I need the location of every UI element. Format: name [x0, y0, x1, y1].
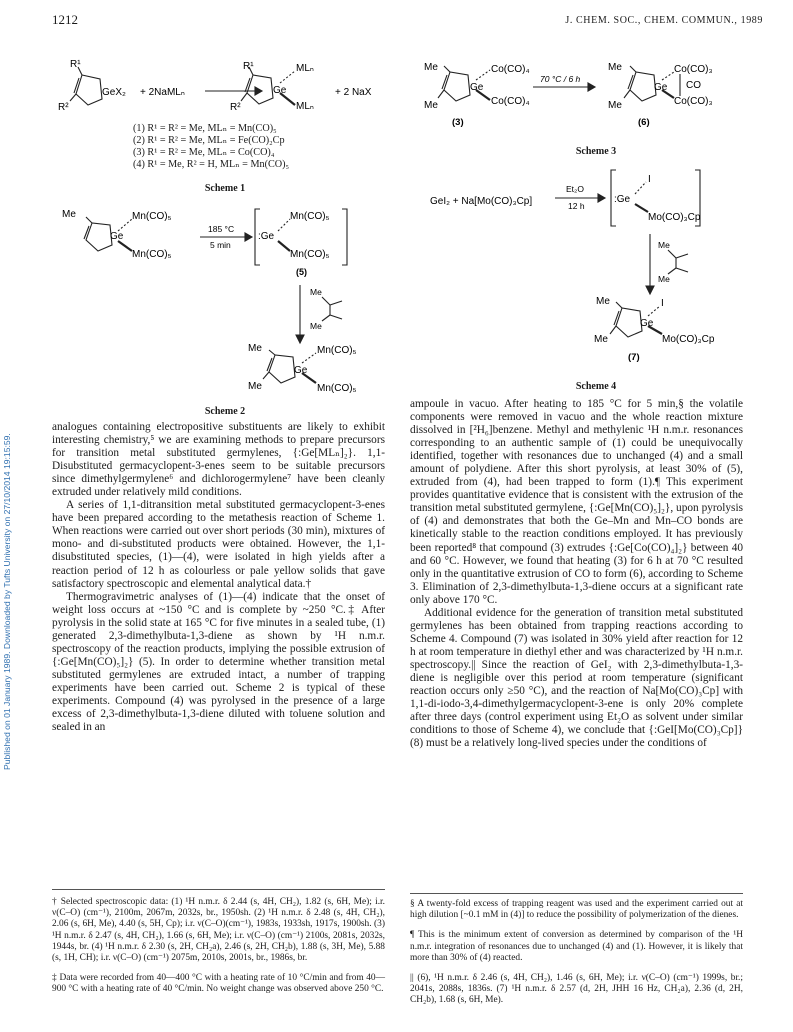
- footnote-double-dagger: ‡ Data were recorded from 40—400 °C with a heating rate of 10 °C/min and from 40—900 °C with a heating rate of 40 °C/min. No weight change was observed above 250 °C.: [52, 973, 385, 995]
- scheme2-intermediate-ge: :Ge: [258, 231, 275, 242]
- scheme3-diagram: [418, 60, 763, 135]
- page-number: 1212: [52, 12, 78, 27]
- scheme2-product-ring: [263, 350, 316, 383]
- scheme4-product-label: (7): [628, 352, 640, 363]
- scheme2-intermediate-mn-bottom: Mn(CO)₅: [290, 249, 330, 260]
- scheme2-caption: Scheme 2: [204, 406, 246, 417]
- scheme2-down-arrow: [296, 285, 304, 343]
- scheme1-product-ml-bottom: MLₙ: [296, 101, 314, 112]
- right-footnote-divider: [410, 893, 743, 894]
- footnote-parallel: || (6), ¹H n.m.r. δ 2.46 (s, 4H, CH₂), 1.46 (s, 6H, Me); i.r. ν(C–O) (cm⁻¹) 1999s, br.; 2041s, 2088s, 1836s. (7) ¹H n.m.r. δ 2.57 (d, 2H, JHH 16 Hz, CH₂a), 2.36 (d, 2H, CH₂b), 1.68 (s, 6H, Me).: [410, 973, 743, 1006]
- scheme4-product-ring: [610, 302, 662, 337]
- scheme1-compound-1: (1) R¹ = R² = Me, MLₙ = Mn(CO)₅: [133, 123, 277, 134]
- scheme2-mn-bottom: Mn(CO)₅: [132, 249, 172, 260]
- scheme1-compound-4: (4) R¹ = Me, R² = H, MLₙ = Mn(CO)₅: [133, 159, 290, 170]
- footnote-section: § A twenty-fold excess of trapping reagent was used and the experiment carried out at high dilution [~0.1 mM in (4)] to reduce the possibility of polymerization of the dienes.: [410, 899, 743, 921]
- scheme3-product-co-mid: CO: [686, 80, 701, 91]
- scheme3-product-label: (6): [638, 117, 650, 128]
- scheme3-ge: Ge: [470, 82, 484, 93]
- scheme1-byproduct: + 2 NaX: [335, 87, 372, 98]
- scheme1-product-ring: [241, 67, 295, 105]
- left-column-text: [52, 421, 385, 734]
- footnote-pilcrow: ¶ This is the minimum extent of conversion as determined by comparison of the ¹H n.m.r. integration of resonances due to unchanged (4) and (1). However, it is likely that more than 30% of (4) reacted.: [410, 930, 743, 963]
- scheme4-reagent: GeI₂ + Na[Mo(CO)₃Cp]: [430, 196, 533, 207]
- left-paragraph-1: analogues containing electropositive substituents are likely to exhibit interesting chemistry,⁵ we are examining methods to prepare precursors for transition metal substituted germylenes, {:Ge[MLₙ]₂}. 1,1-Disubstituted germacyclopent-3-enes seem to be suitable precursors since dimethylgermylene⁶ and dichlorogermylene⁷ have been cleanly extruded under relatively mild conditions.: [52, 421, 385, 499]
- scheme2-diene-me-top: Me: [310, 287, 322, 297]
- left-paragraph-2: A series of 1,1-ditransition metal substituted germacyclopent-3-enes have been prepared according to the metathesis reaction of Scheme 1. When reactions were carried out over short periods (30 min), mixtures of mono- and di-substituted products were obtained. However, the 1,1-disubstituted species, (1)—(4), were isolated in high yields after a reaction period of 12 h as colourless or pale yellow solids that gave satisfactory spectroscopic and elemental analytical data.†: [52, 499, 385, 590]
- scheme4-product-i: I: [661, 298, 664, 309]
- scheme2-condition-bottom: 5 min: [210, 240, 231, 250]
- scheme2-me: Me: [62, 209, 76, 220]
- right-footnotes: [410, 899, 743, 1016]
- left-paragraph-3: Thermogravimetric analyses of (1)—(4) indicate that the onset of weight loss occurs at ~150 °C and is complete by ~250 °C.‡ After pyrolysis in the solid state at 165 °C for five minutes in a sealed tube, (1) generated 2,3-dimethylbuta-1,3-diene as shown by ¹H n.m.r. spectroscopy of the reaction products, implying the possible extrusion of {:Ge[Mn(CO)₅]₂} (5). In order to determine whether transition metal substituted germylenes are extruded intact, a number of trapping experiments have been carried out. Scheme 2 is typical of these experiments. Compound (4) was pyrolysed in the presence of a large excess of 2,3-dimethylbuta-1,3-diene diluted with toluene solution and sealed in an: [52, 590, 385, 734]
- scheme4-product-me-bottom: Me: [594, 334, 608, 345]
- scheme1-product-r2: R²: [230, 102, 241, 113]
- download-watermark-text: Published on 01 January 1989. Downloaded by Tufts University on 27/10/2014 19:15:59.: [2, 433, 12, 770]
- right-paragraph-2: Additional evidence for the generation of transition metal substituted germylenes has been obtained from trapping reactions according to Scheme 4. Compound (7) was isolated in 30% yield after reaction for 12 h at room temperature in diethyl ether and was characterized by ¹H n.m.r. spectroscopy.|| Since the reaction of GeI₂ with 2,3-dimethylbuta-1,3-diene is negligible over this period at room temperature (significant reaction occurs only ≥50 °C), and the reaction of Na[Mo(CO)₃Cp] with 1,1-di-iodo-3,4-dimethylgermacyclopent-3-ene is only 20% complete after three days (control experiment using Et₂O as solvent under similar conditions to those of Scheme 4), we conclude that {:GeI[Mo(CO)₃Cp]} (8) must be a relatively long-lived species under the conditions of: [410, 606, 743, 750]
- journal-header: J. CHEM. SOC., CHEM. COMMUN., 1989: [565, 15, 763, 26]
- scheme1-product-ml-top: MLₙ: [296, 63, 314, 74]
- download-watermark: [2, 170, 16, 770]
- scheme2-intermediate-mn-top: Mn(CO)₅: [290, 211, 330, 222]
- scheme1-compound-3: (3) R¹ = R² = Me, MLₙ = Co(CO)₄: [133, 147, 275, 158]
- scheme3-product-me-bottom: Me: [608, 100, 622, 111]
- scheme1-compound-list: [133, 123, 289, 171]
- scheme2-product-mn-top: Mn(CO)₅: [317, 345, 357, 356]
- scheme3-product-me-top: Me: [608, 62, 622, 73]
- scheme1-compound-2: (2) R¹ = R² = Me, MLₙ = Fe(CO)₂Cp: [133, 135, 285, 146]
- left-footnotes: [52, 897, 385, 1005]
- scheme3-condition: 70 °C / 6 h: [540, 74, 581, 84]
- scheme4-caption: Scheme 4: [575, 381, 617, 392]
- scheme1-caption: Scheme 1: [204, 183, 246, 194]
- scheme2-mn-top: Mn(CO)₅: [132, 211, 172, 222]
- scheme2-reactant-ring: [84, 217, 132, 251]
- scheme2-diene-me-bottom: Me: [310, 321, 322, 331]
- scheme4-diagram: [420, 168, 765, 373]
- scheme2-product-me-top: Me: [248, 343, 262, 354]
- scheme2-product-mn-bottom: Mn(CO)₅: [317, 383, 357, 394]
- scheme2-intermediate-label: (5): [296, 267, 307, 277]
- scheme3-reactant-label: (3): [452, 117, 464, 128]
- scheme2-ge: Ge: [110, 231, 124, 242]
- scheme1-arrow: [205, 87, 262, 95]
- scheme1-r2: R²: [58, 102, 69, 113]
- scheme2-product-me-bottom: Me: [248, 381, 262, 392]
- scheme3-product-co-bottom: Co(CO)₃: [674, 96, 713, 107]
- left-footnote-divider: [52, 889, 385, 890]
- right-column-text: [410, 398, 743, 750]
- scheme1-reagent: + 2NaMLₙ: [140, 87, 185, 98]
- scheme1-diagram: [50, 55, 395, 125]
- right-paragraph-1: ampoule in vacuo. After heating to 185 °C for 5 min,§ the volatile components were removed in vacuo and the whole reaction mixture dissolved in [²H₆]benzene. Methyl and methylenic ¹H n.m.r. resonances corresponding to an authentic sample of (1) could be unequivocally identified, together with resonances due to unchanged (4) and a small amount of polydiene. After this short pyrolysis, at least 30% of (5), extruded from (4), had been trapped to form (1).¶ This experiment provides quantitative evidence that is consistent with the extrusion of the transition metal substituted germylene, {:Ge[Mn(CO)₅]₂}, upon pyrolysis of (4) and demonstrates that both the Ge–Mn and Mn–CO bonds are kinetically stable to the reaction conditions employed. It has previously been reported⁸ that compound (3) extrudes {:Ge[Co(CO)₄]₂} between 40 and 60 °C. However, we found that heating (3) for 6 h at 70 °C resulted only in the quantitative extrusion of CO to form (6), according to Scheme 3. Elimination of 2,3-dimethylbuta-1,3-diene occurs at a significant rate only above 170 °C.: [410, 398, 743, 606]
- scheme3-product-ring: [624, 66, 680, 101]
- scheme4-diene: [668, 250, 688, 274]
- scheme1-product-r1: R¹: [243, 61, 254, 72]
- scheme2-diene: [322, 297, 342, 321]
- scheme4-intermediate-mo: Mo(CO)₃Cp: [648, 212, 701, 223]
- scheme3-caption: Scheme 3: [575, 146, 617, 157]
- footnote-dagger: † Selected spectroscopic data: (1) ¹H n.m.r. δ 2.44 (s, 4H, CH₂), 1.82 (s, 6H, Me); i.r. ν(C–O) (cm⁻¹), 2100m, 2067m, 2032s, br., 1950sh. (2) ¹H n.m.r. δ 2.48 (s, 4H, CH₂), 2.06 (s, 6H, Me), 4.40 (s, 5H, Cp); i.r. ν(C–O)(cm⁻¹), 1983s, 1933sh, 1917s, 1900sh. (3) ¹H n.m.r. δ 2.47 (s, 4H, CH₂), 1.66 (s, 6H, Me); i.r. ν(C–O) (cm⁻¹) 2100s, 2081s, 2032s, 1944s, br. (4) ¹H n.m.r. δ 2.30 (s, 2H, CH₂a), 2.46 (s, 2H, CH₂b), 1.88 (s, 3H, Me), 5.88 (s, 1H, CH); i.r. ν(C–O) (cm⁻¹) 2075m, 2010s, 2001s, br., 1986s, br.: [52, 897, 385, 964]
- scheme4-product-mo: Mo(CO)₃Cp: [662, 334, 715, 345]
- scheme4-diene-me-bottom: Me: [658, 274, 670, 284]
- scheme4-diene-me-top: Me: [658, 240, 670, 250]
- scheme1-gex2: GeX₂: [102, 87, 126, 98]
- scheme3-co-top: Co(CO)₄: [491, 64, 530, 75]
- scheme4-intermediate-i: I: [648, 174, 651, 185]
- scheme1-reactant-ring: [70, 67, 102, 105]
- scheme3-co-bottom: Co(CO)₄: [491, 96, 530, 107]
- scheme3-product-ge: Ge: [654, 82, 668, 93]
- scheme2-condition-top: 185 °C: [208, 224, 235, 234]
- scheme3-me-top: Me: [424, 62, 438, 73]
- scheme3-me-bottom: Me: [424, 100, 438, 111]
- scheme1-r1: R¹: [70, 59, 81, 70]
- scheme1-product-ge: Ge: [273, 85, 287, 96]
- scheme2-product-ge: Ge: [294, 365, 308, 376]
- scheme4-product-ge: Ge: [640, 318, 654, 329]
- scheme2-diagram: [60, 205, 380, 395]
- scheme3-product-co-top: Co(CO)₃: [674, 64, 713, 75]
- scheme4-down-arrow: [646, 234, 654, 294]
- scheme4-condition-top: Et₂O: [566, 184, 584, 194]
- scheme4-intermediate-ge: :Ge: [614, 194, 631, 205]
- scheme3-arrow: [533, 83, 595, 91]
- scheme4-product-me-top: Me: [596, 296, 610, 307]
- scheme4-condition-bottom: 12 h: [568, 201, 585, 211]
